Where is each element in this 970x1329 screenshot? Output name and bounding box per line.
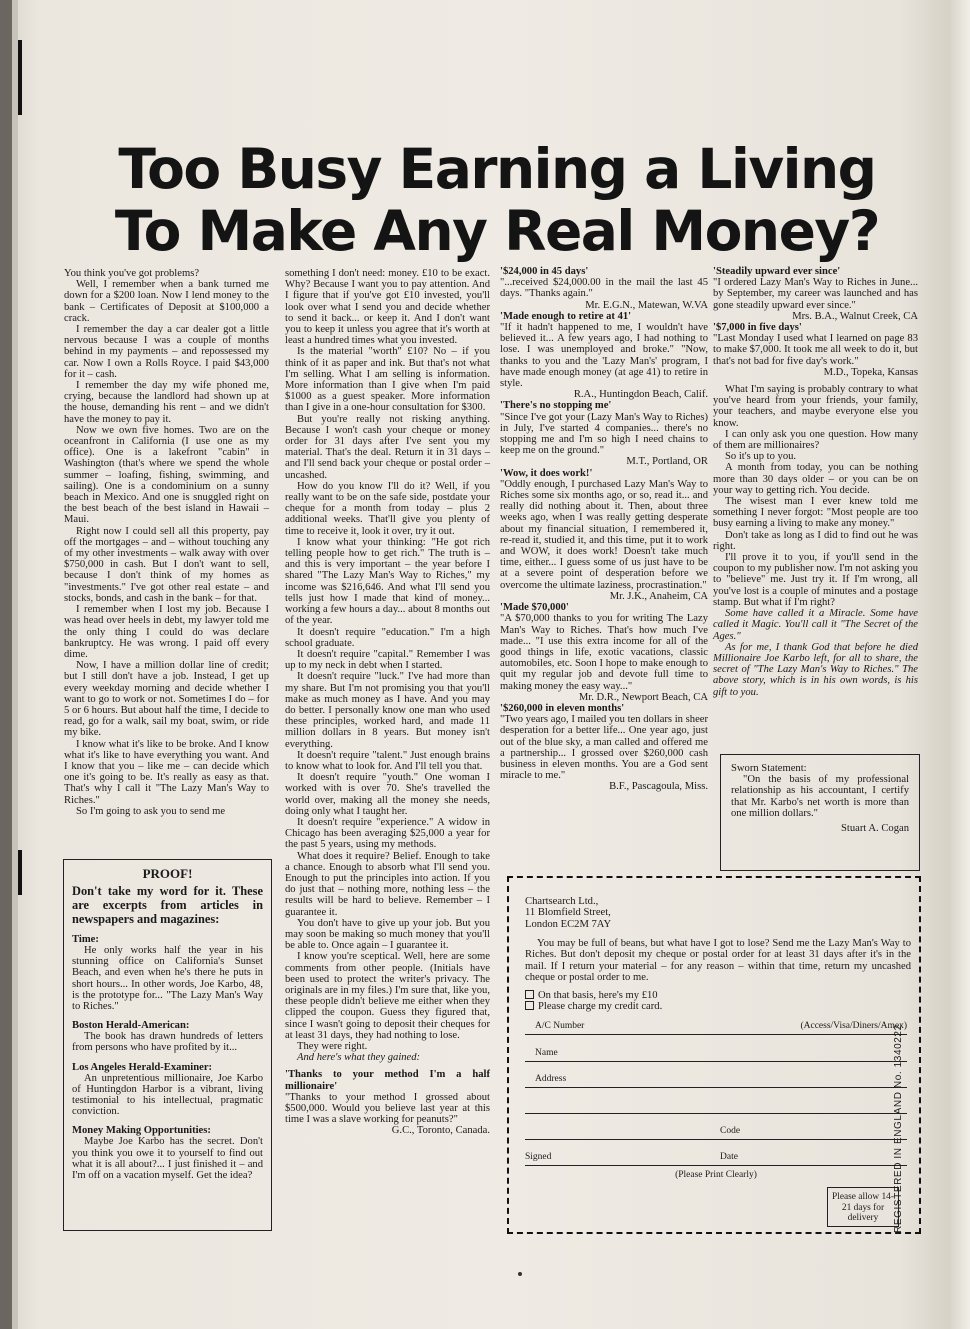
option-label: On that basis, here's my £10 xyxy=(538,990,658,1001)
sworn-text: "On the basis of my professional relationship as his accountant, I certify that Mr. Karbo's net worth is more than one million dollars." xyxy=(731,774,909,819)
paragraph: Is the material "worth" £10? No – if you think of it as paper and ink. But that's not what I'm selling. What I am selling is information. More information than I give when I'm paid $1000 as a guest speaker. More information than I give in a one-hour consultation for $300. xyxy=(285,346,490,414)
option-pay-cash[interactable] xyxy=(525,990,662,1001)
testimonial-text: "Thanks to your method I grossed about $500,000. Would you believe last year at this time I was a slave working for peanuts?" xyxy=(285,1091,490,1126)
coupon-address xyxy=(525,896,725,930)
field-label: Name xyxy=(535,1048,558,1058)
signed-date-field[interactable] xyxy=(525,1152,907,1166)
paragraph: It doesn't require "education." I'm a high school graduate. xyxy=(285,626,490,649)
paragraph: I know what it's like to be broke. And I know what it's like to have everything you want. And I know that you – like me – can decide which one it's going to be. It's really as easy as that. That's why I call it "The Lazy Man's Way to Riches." xyxy=(64,738,269,806)
checkbox-icon[interactable] xyxy=(525,990,534,999)
paragraph: Now we own five homes. Two are on the oceanfront in California (I use one as my office). One is a lakefront "cabin" in Washington (that's where we spend the whole summer – loafing, fishing, swimming, and sailing). One is a condominium on a sunny beach in Mexico. And one is snuggled right on the best beach of the best island in Hawaii – Maui. xyxy=(64,424,269,526)
page-edge xyxy=(948,0,970,1329)
paragraph: They were right. xyxy=(297,1041,368,1053)
testimonial-signature: B.F., Pascagoula, Miss. xyxy=(609,781,708,793)
paragraph: I'll prove it to you, if you'll send in the coupon to my publisher now. I'm not asking you to "believe" me. Just try it. If I'm wrong, all you've lost is a couple of minutes and a postage stamp. But what if I'm right? xyxy=(713,552,918,608)
field-label: Date xyxy=(720,1152,738,1162)
paragraph: It doesn't require "talent." Just enough brains to know what to look for. And I'll tell you that. xyxy=(285,749,490,772)
paragraph: I know you're sceptical. Well, here are some comments from other people. (Initials have been used to protect the writer's privacy. The originals are in my files.) I'm sure that, like you, these people didn't believe me either when they clipped the coupon. Guess they figured that, since I wasn't going to deposit their cheques for at least 31 days, they had nothing to lose. xyxy=(285,951,490,1041)
coupon-text: You may be full of beans, but what have I got to lose? Send me the Lazy Man's Way to Riches. But don't deposit my cheque or postal order for at least 31 days after it's in the mail. If I return your material – for any reason – within that time, return my uncashed cheque or postal order to me. xyxy=(525,938,911,984)
page-spine xyxy=(0,0,12,1329)
testimonial-signature: Mr. D.R., Newport Beach, CA xyxy=(578,691,708,703)
headline xyxy=(92,138,902,262)
paragraph: Right now I could sell all this property, pay off the mortgages – and – without touching any of my other investments – walk away with over $750,000 in cash. But I don't want to sell, because I don't think of my homes as "investments." I've got other real estate – and stocks, bonds, and cash in the bank – for that. xyxy=(64,525,269,604)
paragraph: The wisest man I ever knew told me something I never forgot: "Most people are too busy earning a living to make any money." xyxy=(713,496,918,530)
testimonial-signature: Mrs. B.A., Walnut Creek, CA xyxy=(792,310,918,322)
print-dot xyxy=(518,1272,522,1276)
testimonial-head: 'Made $70,000' xyxy=(500,602,569,614)
order-coupon xyxy=(507,876,921,1234)
testimonial-head: '$24,000 in 45 days' xyxy=(500,266,589,277)
paragraph: What does it require? Belief. Enough to take a chance. Enough to absorb what I'll send you. Enough to put the principles into action. If you do just that – nothing more, nothing less – the results will be hard to believe. Remember – I guarantee it. xyxy=(285,850,490,918)
sworn-statement-box xyxy=(720,754,920,871)
paragraph: You think you've got problems? xyxy=(64,268,200,279)
paragraph: Well, I remember when a bank turned me down for a $200 loan. Now I lend money to the bank – Certificates of Deposit at $100,000 a crack. xyxy=(64,279,269,324)
proof-quote: An unpretentious millionaire, Joe Karbo of Huntingdon Harbor is a vibrant, living testimonial to his intellectual, pragmatic conviction. xyxy=(72,1072,263,1118)
proof-box xyxy=(63,859,272,1231)
paragraph: I know what your thinking: "He got rich telling people how to get rich." The truth is – and this is very important – the year before I shared "The Lazy Man's Way to Riches," my income was $216,646. And what I'll send you tells just how I made that kind of money... working a few hours a day... about 8 months out of the year. xyxy=(285,536,490,627)
paragraph: How do you know I'll do it? Well, if you really want to be on the safe side, postdate your cheque for a month from today – plus 2 additional weeks. That'll give you plenty of time to receive it, look it over, try it out. xyxy=(285,480,490,537)
sworn-signature: Stuart A. Cogan xyxy=(841,823,909,835)
registration-number: REGISTERED IN ENGLAND No. 1340222 xyxy=(893,1024,904,1233)
testimonial-head: 'There's no stopping me' xyxy=(500,400,612,412)
testimonial-text: "Last Monday I used what I learned on page 83 to make $7,000. It took me all week to do it, but that's not bad for five day's work." xyxy=(713,333,918,367)
testimonial-signature: M.D., Topeka, Kansas xyxy=(823,366,918,378)
paragraph: It doesn't require "luck." I've had more than my share. But I'm not promising you that you'll make as much money as I have. And you may do better. I personally know one man who used these principles, worked hard, and made 11 million dollars in 8 years. But money isn't everything. xyxy=(285,671,490,750)
proof-source: Time: xyxy=(72,934,99,945)
field-label: Signed xyxy=(525,1152,552,1162)
headline-line-2: To Make Any Real Money? xyxy=(114,199,880,263)
address-line: London EC2M 7AY xyxy=(525,918,612,930)
binder-mark xyxy=(18,850,22,895)
testimonial-text: "I ordered Lazy Man's Way to Riches in June... by September, my career was launched and has gone steadily upward ever since." xyxy=(713,277,918,311)
testimonial-text: "Two years ago, I mailed you ten dollars in sheer desperation for a better life... One year ago, just out of the blue sky, a man called and offered me a partnership... I grossed over $260,000 cash business in eleven months. You are a God sent miracle to me." xyxy=(500,714,708,782)
proof-source: Boston Herald-American: xyxy=(72,1020,190,1032)
testimonial-head: 'Wow, it does work!' xyxy=(500,467,593,479)
paragraph: It doesn't require "youth." One woman I worked with is over 70. She's travelled the world over, making all the money she needs, doing only what I taught her. xyxy=(285,772,490,817)
testimonial-head: '$260,000 in eleven months' xyxy=(500,702,625,714)
paragraph: I can only ask you one question. How many of them are millionaires? xyxy=(713,428,918,452)
address-field[interactable] xyxy=(525,1074,907,1088)
proof-lead: Don't take my word for it. These are excerpts from articles in newspapers and magazines: xyxy=(72,884,263,926)
column-1 xyxy=(64,268,269,817)
paragraph: Some have called it a Miracle. Some have called it Magic. You'll call it "The Secret of the Ages." xyxy=(713,608,918,642)
paragraph: A month from today, you can be nothing more than 30 days older – or you can be on your way to getting rich. You decide. xyxy=(713,462,918,496)
checkbox-icon[interactable] xyxy=(525,1001,534,1010)
proof-source: Money Making Opportunities: xyxy=(72,1125,211,1137)
testimonial-signature: Mr. E.G.N., Matewan, W.VA xyxy=(585,299,708,311)
testimonial-head: 'Thanks to your method I'm a half millionaire' xyxy=(285,1069,490,1092)
paragraph: You don't have to give up your job. But you may soon be making so much money that you'll be able to. Once again – I guarantee it. xyxy=(285,917,490,952)
testimonial-signature: R.A., Huntingdon Beach, Calif. xyxy=(573,389,708,401)
testimonial-signature: G.C., Toronto, Canada. xyxy=(391,1125,490,1137)
testimonial-head: 'Made enough to retire at 41' xyxy=(500,310,632,322)
address-line: Chartsearch Ltd., xyxy=(525,896,599,907)
testimonial-head: '$7,000 in five days' xyxy=(713,322,802,334)
testimonial-text: "A $70,000 thanks to you for writing The Lazy Man's Way to Riches. That's how much I've made... "I use this extra income for all of the good things in life, exotic vacations, classic automobiles, etc. Soon I hope to make enough to quit my regular job and devote full time to making money the easy way..." xyxy=(500,613,708,692)
address-field-2[interactable] xyxy=(525,1100,907,1114)
coupon-body xyxy=(525,938,911,984)
field-label: Code xyxy=(720,1126,741,1136)
code-field[interactable] xyxy=(525,1126,907,1140)
ac-number-field[interactable] xyxy=(525,1021,907,1035)
option-label: Please charge my credit card. xyxy=(538,1001,663,1013)
paragraph: It doesn't require "capital." Remember I was up to my neck in debt when I started. xyxy=(285,648,490,672)
field-label: (Access/Visa/Diners/Amex) xyxy=(800,1021,907,1031)
paragraph: So it's up to you. xyxy=(725,451,797,463)
paragraph: I remember when I lost my job. Because I was head over heels in debt, my lawyer told me the only thing I could do was declare bankruptcy. He was wrong. I paid off every dime. xyxy=(64,604,269,660)
paragraph: What I'm saying is probably contrary to what you've heard from your friends, your family, your teachers, and maybe everyone else you know. xyxy=(713,384,918,429)
testimonial-text: "Since I've got your (Lazy Man's Way to Riches) in July, I've started 4 companies... there's no stopping me and I'm so high I need chains to keep me on the ground." xyxy=(500,411,708,457)
proof-quote: Maybe Joe Karbo has the secret. Don't you think you owe it to yourself to find out what it is all about?... I just finished it – and I'm off on a vacation myself. Get the idea? xyxy=(72,1136,263,1182)
field-label: A/C Number xyxy=(535,1021,585,1031)
paragraph: I remember the day a car dealer got a little nervous because I was a couple of months behind in my payments – and repossessed my car. Now I own a Rolls Royce. I paid $43,000 for it – cash. xyxy=(64,324,269,380)
testimonial-head: 'Steadily upward ever since' xyxy=(713,266,841,277)
proof-quote: He only works half the year in his stunning office on California's Sunset Beach, and even when he's there he puts in short hours... In other words, Joe Karbo, 48, is the prototype for... "The Lazy Man's Way to Riches." xyxy=(72,945,263,1013)
paragraph: something I don't need: money. £10 to be exact. Why? Because I want you to pay attention. And I figure that if you've got £10 invested, you'll look over what I send you and decide whether to send it back... or keep it. And I don't want you to keep it unless you agree that it's worth at least a hundred times what you invested. xyxy=(285,268,490,347)
testimonial-text: "If it hadn't happened to me, I wouldn't have believed it... A few years ago, I had nothing to lose. I was unemployed and broke." "Now, thanks to you and the 'Lazy Man's' program, I have made enough money (at age 41) to retire in style. xyxy=(500,322,708,390)
delivery-note-box: Please allow 14-21 days for delivery xyxy=(827,1187,899,1227)
proof-title: PROOF! xyxy=(142,866,193,881)
paragraph: Don't take as long as I did to find out he was right. xyxy=(713,529,918,552)
page-spine-shadow xyxy=(12,0,18,1329)
paragraph: I remember the day my wife phoned me, crying, because the landlord had shown up at the house, demanding his rent – and we didn't have the money to pay it. xyxy=(64,380,269,425)
coupon-options xyxy=(525,990,662,1013)
headline-line-1: Too Busy Earning a Living xyxy=(118,137,876,201)
testimonial-text: "Oddly enough, I purchased Lazy Man's Way to Riches some six months ago, or so, read it... and really did nothing about it. Then, about three weeks ago, when I was really getting desperate about my financial situation, I remembered it, re-read it, studied it, and this time, put it to work and WOW, it does work! Doesn't take much time, either... I guess some of us just have to be at a severe point of desperation before we overcome the ultimate laziness, procrastination." xyxy=(500,478,708,591)
option-credit-card[interactable] xyxy=(525,1001,662,1012)
paragraph: But you're really not risking anything. Because I won't cash your cheque or money order for 31 days after I've sent you my material. That's the deal. Return it in 31 days – and I'll send back your cheque or postal order – uncashed. xyxy=(285,413,490,481)
paragraph: As for me, I thank God that before he died Millionaire Joe Karbo left, for all to share, the secret of "The Lazy Man's Way to Riches." The above story, which is in his own words, is his gift to you. xyxy=(713,641,918,698)
testimonial-signature: Mr. J.K., Anaheim, CA xyxy=(609,590,708,602)
paragraph: It doesn't require "experience." A widow in Chicago has been averaging $25,000 a year for the past 5 years, using my methods. xyxy=(285,816,490,851)
testimonial-signature: M.T., Portland, OR xyxy=(626,456,708,468)
paragraph: So I'm going to ask you to send me xyxy=(76,805,226,817)
binder-mark xyxy=(18,40,22,115)
field-label: Address xyxy=(535,1074,567,1084)
paragraph: And here's what they gained: xyxy=(297,1052,421,1064)
sworn-title: Sworn Statement: xyxy=(731,763,807,774)
print-clearly-note: (Please Print Clearly) xyxy=(675,1170,757,1180)
column-4 xyxy=(713,266,918,698)
name-field[interactable] xyxy=(525,1048,907,1062)
testimonial-text: "...received $24,000.00 in the mail the last 45 days. "Thanks again." xyxy=(500,277,708,300)
proof-source: Los Angeles Herald-Examiner: xyxy=(72,1061,213,1073)
address-line: 11 Blomfield Street, xyxy=(525,907,611,919)
paragraph: Now, I have a million dollar line of credit; but I still don't have a job. Instead, I get up every weekday morning and decide whether I want to go to work or not. Sometimes I do – for 5 or 6 hours. But about half the time, I decide to read, go for a walk, sail my boat, swim, or ride my bike. xyxy=(64,660,269,739)
column-3 xyxy=(500,266,708,793)
proof-quote: The book has drawn hundreds of letters from persons who have profited by it... xyxy=(72,1031,263,1054)
column-2 xyxy=(285,268,490,1137)
